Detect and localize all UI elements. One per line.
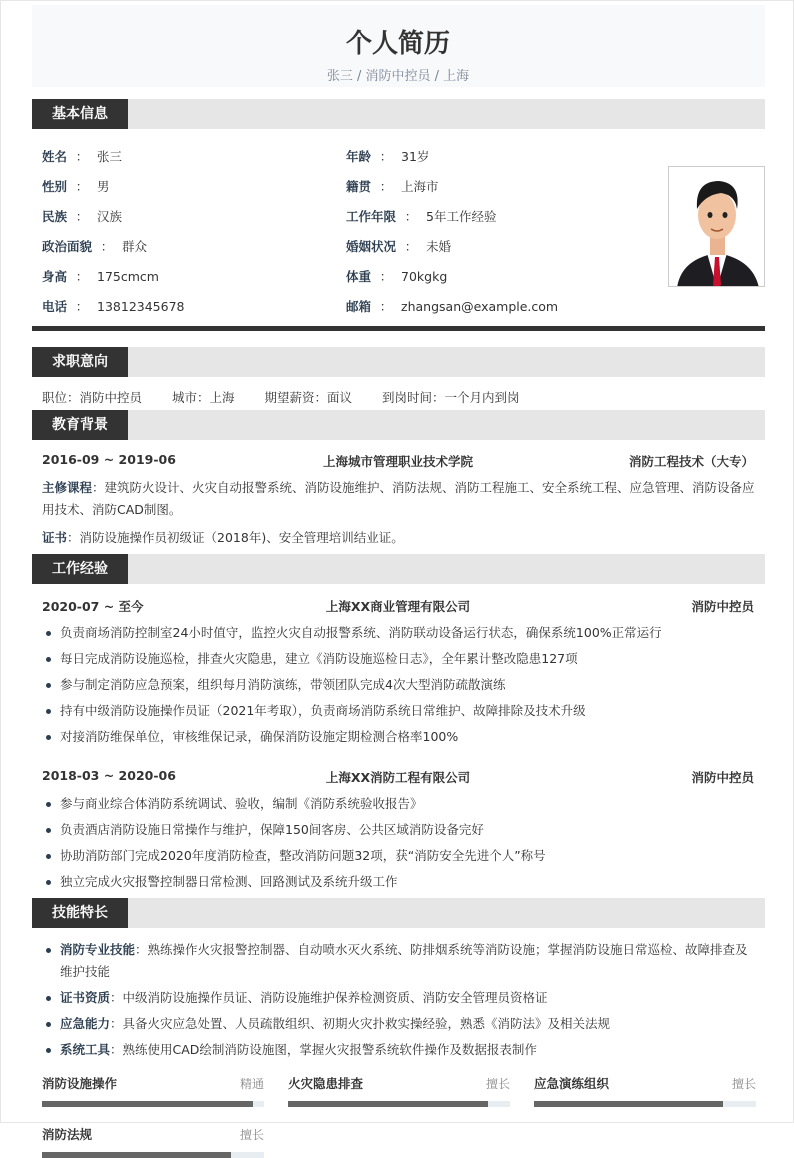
info-colon: ： — [404, 209, 418, 224]
info-value: 男 — [97, 179, 110, 194]
intent-salary: 期望薪资：面议 — [264, 390, 353, 405]
info-colon: ： — [75, 149, 89, 164]
section-basic-info — [32, 99, 765, 129]
info-colon: ： — [379, 269, 393, 284]
work-duties — [42, 791, 754, 895]
page-title: 个人简历 — [345, 29, 450, 59]
cert-label: 证书 — [42, 530, 68, 545]
basic-info-right — [346, 142, 558, 322]
info-row — [42, 202, 185, 232]
duty-item: 参与制定消防应急预案，组织每月消防演练，带领团队完成4次大型消防疏散演练 — [42, 672, 754, 698]
info-colon: ： — [379, 149, 393, 164]
info-row — [346, 142, 558, 172]
skill-bar-item — [534, 1074, 756, 1107]
work-period: 2018-03 ~ 2020-06 — [42, 768, 176, 783]
info-row — [346, 292, 558, 322]
info-label: 姓名 — [42, 149, 68, 164]
duty-item: 独立完成火灾报警控制器日常检测、回路测试及系统升级工作 — [42, 869, 754, 895]
skill-progress-fill — [42, 1152, 231, 1158]
section-education — [32, 410, 765, 440]
section-title: 求职意向 — [32, 347, 128, 377]
intent-city: 城市：上海 — [172, 390, 235, 405]
work-company: 上海XX商业管理有限公司 — [325, 599, 471, 614]
work-entry-header — [42, 768, 754, 786]
info-colon: ： — [379, 179, 393, 194]
skill-item — [42, 939, 754, 983]
section-title: 工作经验 — [32, 554, 128, 584]
skill-level: 精通 — [239, 1077, 264, 1091]
skill-bar-item — [288, 1074, 510, 1107]
info-label: 籍贯 — [346, 179, 372, 194]
info-colon: ： — [75, 179, 89, 194]
info-colon: ： — [75, 299, 89, 314]
profile-photo — [668, 166, 765, 287]
info-row — [42, 262, 185, 292]
section-title: 技能特长 — [32, 898, 128, 928]
info-label: 工作年限 — [346, 209, 397, 224]
edu-major: 消防工程技术（大专） — [628, 454, 754, 469]
duty-item: 负责商场消防控制室24小时值守，监控火灾自动报警系统、消防联动设备运行状态，确保系统100%正常运行 — [42, 620, 754, 646]
education-entry-header — [42, 452, 754, 470]
skill-progress-fill — [534, 1101, 723, 1107]
info-value: 群众 — [122, 239, 148, 254]
intent-arrival: 到岗时间：一个月内到岗 — [382, 390, 520, 405]
skill-bar-header — [534, 1074, 756, 1094]
avatar-illustration — [669, 167, 765, 287]
info-label: 身高 — [42, 269, 68, 284]
edu-period: 2016-09 ~ 2019-06 — [42, 452, 176, 467]
skill-bar-header — [288, 1074, 510, 1094]
info-row — [42, 232, 185, 262]
skill-item-text: ：具备火灾应急处置、人员疏散组织、初期火灾扑救实操经验，熟悉《消防法》及相关法规 — [110, 1016, 611, 1031]
skill-item — [42, 1039, 754, 1061]
duty-item: 持有中级消防设施操作员证（2021年考取），负责商场消防系统日常维护、故障排除及技术升级 — [42, 698, 754, 724]
info-label: 政治面貌 — [42, 239, 93, 254]
duty-item: 协助消防部门完成2020年度消防检查，整改消防问题32项，获“消防安全先进个人”称号 — [42, 843, 754, 869]
info-value: 汉族 — [97, 209, 123, 224]
work-duties — [42, 620, 754, 750]
info-row — [42, 172, 185, 202]
skill-progress-track — [42, 1152, 264, 1158]
edu-courses — [42, 477, 757, 521]
info-value: 未婚 — [426, 239, 452, 254]
work-role: 消防中控员 — [691, 599, 754, 614]
skill-progress-fill — [42, 1101, 253, 1107]
info-label: 婚姻状况 — [346, 239, 397, 254]
section-divider — [32, 326, 765, 331]
skill-level: 擅长 — [485, 1077, 510, 1091]
skill-item-text: ：中级消防设施操作员证、消防设施维护保养检测资质、消防安全管理员资格证 — [110, 990, 548, 1005]
work-company: 上海XX消防工程有限公司 — [325, 770, 471, 785]
info-value: zhangsan@example.com — [401, 299, 559, 314]
info-label: 性别 — [42, 179, 68, 194]
skill-bar-header — [42, 1125, 264, 1145]
section-job-intention — [32, 347, 765, 377]
skill-progress-fill — [288, 1101, 488, 1107]
intent-position: 职位：消防中控员 — [42, 390, 143, 405]
info-value: 上海市 — [401, 179, 439, 194]
section-work-experience — [32, 554, 765, 584]
info-label: 年龄 — [346, 149, 372, 164]
info-label: 民族 — [42, 209, 68, 224]
skill-bar-header — [42, 1074, 264, 1094]
skill-item-text: ：熟练操作火灾报警控制器、自动喷水灭火系统、防排烟系统等消防设施；掌握消防设施日常巡检、故障排查及维护技能 — [60, 942, 748, 979]
skills-list — [42, 939, 754, 1065]
skill-bar-item — [42, 1125, 264, 1158]
skill-name: 消防设施操作 — [42, 1076, 118, 1091]
duty-item: 每日完成消防设施巡检，排查火灾隐患，建立《消防设施巡检日志》，全年累计整改隐患127项 — [42, 646, 754, 672]
work-entry-header — [42, 597, 754, 615]
skill-bar-item — [42, 1074, 264, 1107]
section-title: 基本信息 — [32, 99, 128, 129]
info-value: 70kgkg — [401, 269, 448, 284]
info-value: 175cmcm — [97, 269, 159, 284]
info-row — [346, 202, 558, 232]
skill-name: 消防法规 — [42, 1127, 93, 1142]
skill-name: 应急演练组织 — [534, 1076, 610, 1091]
info-row — [346, 172, 558, 202]
work-period: 2020-07 ~ 至今 — [42, 599, 144, 614]
duty-item: 负责酒店消防设施日常操作与维护，保障150间客房、公共区域消防设备完好 — [42, 817, 754, 843]
info-colon: ： — [100, 239, 114, 254]
info-value: 张三 — [97, 149, 123, 164]
info-colon: ： — [75, 269, 89, 284]
page-subtitle: 张三 / 消防中控员 / 上海 — [326, 69, 470, 84]
skill-item — [42, 987, 754, 1009]
edu-school: 上海城市管理职业技术学院 — [322, 454, 473, 469]
skill-item-label: 应急能力 — [60, 1016, 111, 1031]
skill-item-label: 证书资质 — [60, 990, 111, 1005]
section-title: 教育背景 — [32, 410, 128, 440]
info-colon: ： — [404, 239, 418, 254]
info-colon: ： — [379, 299, 393, 314]
cert-text: ：消防设施操作员初级证（2018年)、安全管理培训结业证。 — [67, 530, 404, 545]
skill-item-label: 系统工具 — [60, 1042, 111, 1057]
basic-info-left — [42, 142, 185, 322]
info-value: 5年工作经验 — [426, 209, 497, 224]
courses-label: 主修课程 — [42, 480, 93, 495]
info-value: 31岁 — [401, 149, 430, 164]
duty-item: 对接消防维保单位，审核维保记录，确保消防设施定期检测合格率100% — [42, 724, 754, 750]
skill-item — [42, 1013, 754, 1035]
job-intention-row — [42, 388, 520, 408]
info-colon: ： — [75, 209, 89, 224]
skill-item-label: 消防专业技能 — [60, 942, 136, 957]
info-value: 13812345678 — [97, 299, 185, 314]
info-row — [42, 142, 185, 172]
skill-level: 擅长 — [239, 1128, 264, 1142]
skill-level: 擅长 — [731, 1077, 756, 1091]
skill-bars — [42, 1074, 756, 1158]
info-row — [346, 232, 558, 262]
edu-certificates — [42, 527, 757, 549]
info-row — [346, 262, 558, 292]
section-skills — [32, 898, 765, 928]
skill-progress-track — [534, 1101, 756, 1107]
skill-name: 火灾隐患排查 — [288, 1076, 364, 1091]
skill-progress-track — [42, 1101, 264, 1107]
duty-item: 参与商业综合体消防系统调试、验收，编制《消防系统验收报告》 — [42, 791, 754, 817]
courses-text: ：建筑防火设计、火灾自动报警系统、消防设施维护、消防法规、消防工程施工、安全系统工程、应急管理、消防设备应用技术、消防CAD制图。 — [42, 480, 755, 517]
info-label: 邮箱 — [346, 299, 372, 314]
skill-item-text: ：熟练使用CAD绘制消防设施图，掌握火灾报警系统软件操作及数据报表制作 — [110, 1042, 537, 1057]
work-role: 消防中控员 — [691, 770, 754, 785]
info-label: 体重 — [346, 269, 372, 284]
info-row — [42, 292, 185, 322]
skill-progress-track — [288, 1101, 510, 1107]
info-label: 电话 — [42, 299, 68, 314]
